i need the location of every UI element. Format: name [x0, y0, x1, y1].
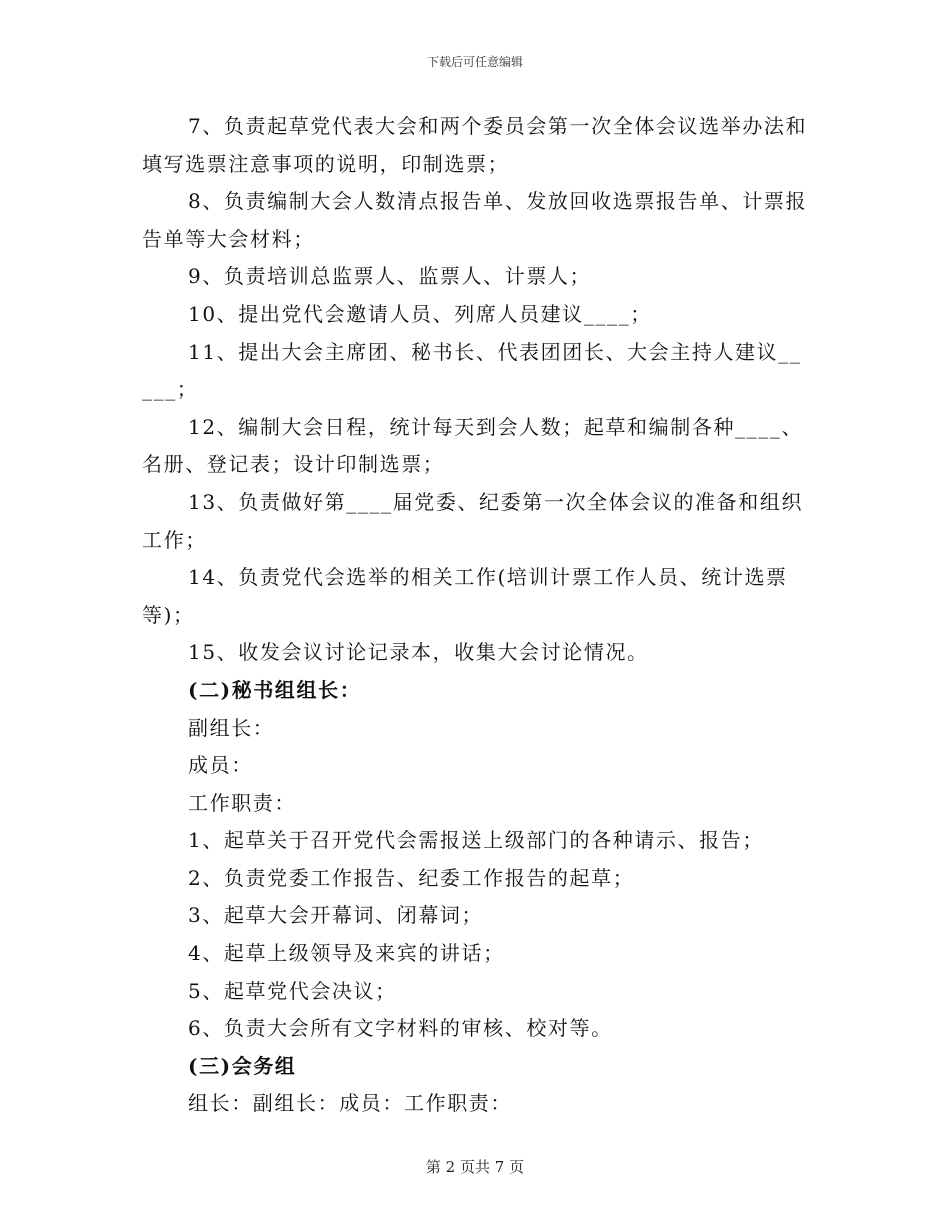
- paragraph: 组长：副组长：成员：工作职责：: [188, 1091, 512, 1116]
- paragraph: 10、提出党代会邀请人员、列席人员建议____；: [188, 301, 652, 326]
- paragraph: 8、负责编制大会人数清点报告单、发放回收选票报告单、计票报告单等大会材料；: [142, 189, 808, 251]
- paragraph: 副组长：: [188, 715, 275, 740]
- document-body: [142, 108, 810, 1123]
- section-heading: (二)秘书组组长：: [188, 677, 362, 702]
- paragraph: 12、编制大会日程，统计每天到会人数；起草和编制各种____、名册、登记表；设计印制选票；: [142, 414, 804, 477]
- paragraph: 4、起草上级领导及来宾的讲话；: [188, 941, 505, 966]
- paragraph: 9、负责培训总监票人、监票人、计票人；: [188, 264, 592, 289]
- section-heading: (三)会务组: [188, 1053, 297, 1078]
- paragraph: 5、起草党代会决议；: [188, 978, 397, 1003]
- paragraph: 1、起草关于召开党代会需报送上级部门的各种请示、报告；: [188, 828, 764, 853]
- paragraph: 成员：: [188, 753, 253, 778]
- paragraph: 14、负责党代会选举的相关工作(培训计票工作人员、统计选票等)；: [142, 565, 788, 627]
- paragraph: 15、收发会议讨论记录本，收集大会讨论情况。: [188, 640, 649, 665]
- page-footer: 第 2 页共 7 页: [425, 1158, 525, 1176]
- paragraph: 6、负责大会所有文字材料的审核、校对等。: [188, 1016, 613, 1041]
- paragraph: 7、负责起草党代表大会和两个委员会第一次全体会议选举办法和填写选票注意事项的说明，印制选票；: [142, 114, 808, 176]
- paragraph: 13、负责做好第____届党委、纪委第一次全体会议的准备和组织工作；: [142, 489, 804, 552]
- paragraph: 工作职责：: [188, 790, 296, 815]
- paragraph: 3、起草大会开幕词、闭幕词；: [188, 903, 484, 928]
- paragraph: 11、提出大会主席团、秘书长、代表团团长、大会主持人建议_____；: [142, 339, 802, 402]
- paragraph: 2、负责党委工作报告、纪委工作报告的起草；: [188, 865, 635, 890]
- page-header: 下载后可任意编辑: [426, 55, 523, 69]
